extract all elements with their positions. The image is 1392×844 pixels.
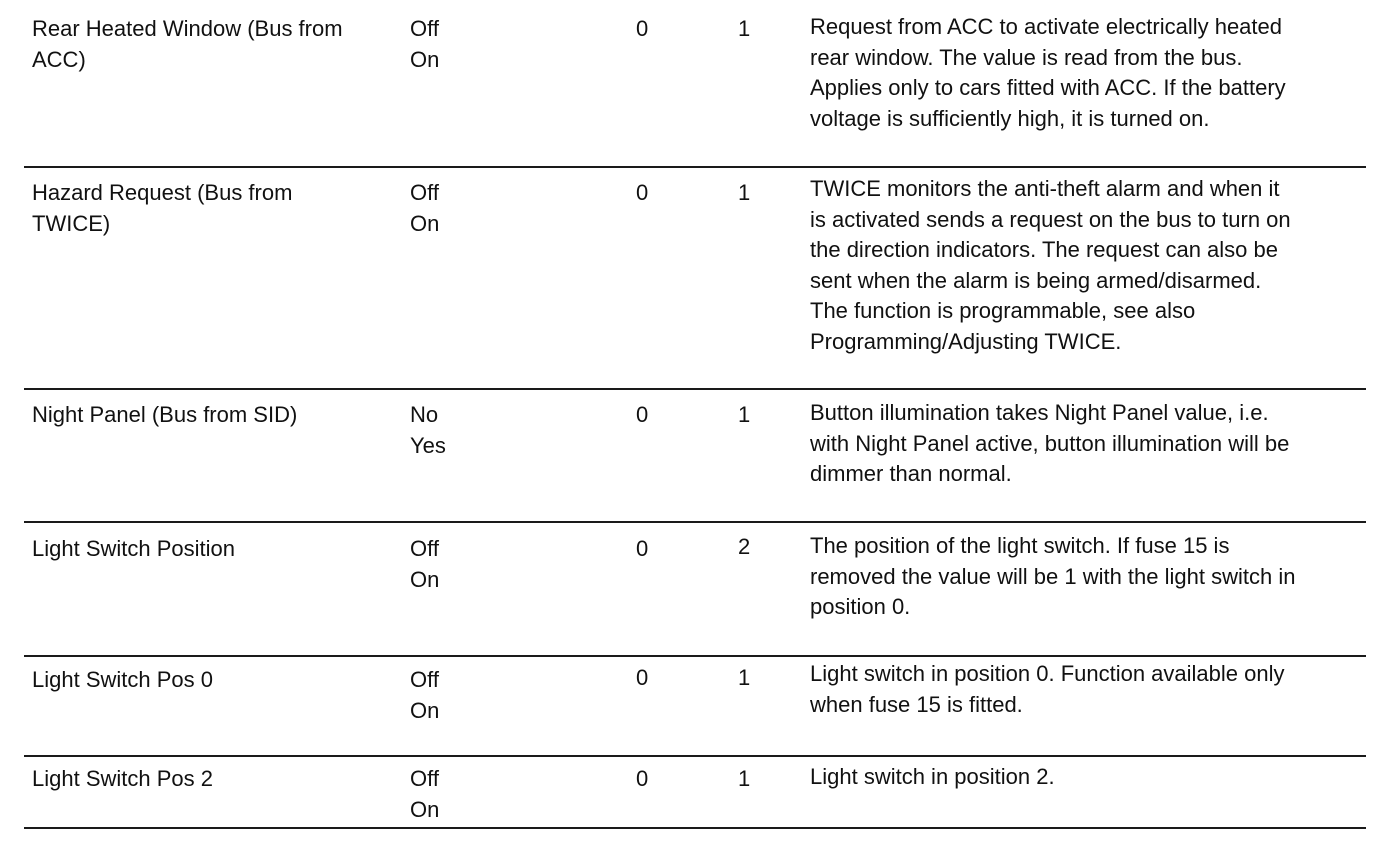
signal-description: Light switch in position 2. [810,764,1055,789]
signal-description: Request from ACC to activate electrically heated rear window. The value is read from the bus. Applies only to cars fitted with ACC. If the battery voltage is sufficiently high, it is turned on. [810,14,1286,131]
signal-min: 0 [636,536,649,561]
table-row [24,390,1366,523]
signal-min: 0 [636,16,649,41]
signal-description: Button illumination takes Night Panel value, i.e. with Night Panel active, button illumination will be dimmer than normal. [810,400,1290,486]
signal-name: Light Switch Pos 2 [32,766,213,791]
signal-min: 0 [636,180,649,205]
table-row [24,757,1366,829]
table-row [24,168,1366,390]
table-row [24,523,1366,657]
signal-max: 1 [738,180,751,205]
signal-description: Light switch in position 0. Function available only when fuse 15 is fitted. [810,661,1285,717]
signal-name: Hazard Request (Bus from TWICE) [32,180,293,236]
signal-states: Off On [410,536,440,592]
signal-name: Light Switch Position [32,536,235,561]
signal-name: Rear Heated Window (Bus from ACC) [32,16,343,72]
signal-max: 1 [738,766,751,791]
signal-states: Off On [410,16,440,72]
signal-states: No Yes [410,402,446,458]
signal-states: Off On [410,180,440,236]
signal-table [24,0,1366,829]
signal-name: Night Panel (Bus from SID) [32,402,298,427]
signal-max: 1 [738,16,751,41]
signal-states: Off On [410,766,440,822]
signal-name: Light Switch Pos 0 [32,667,213,692]
signal-min: 0 [636,766,649,791]
table-row [24,0,1366,168]
signal-max: 1 [738,402,751,427]
signal-description: The position of the light switch. If fuse 15 is removed the value will be 1 with the light switch in position 0. [810,533,1296,619]
signal-states: Off On [410,667,440,723]
signal-description: TWICE monitors the anti-theft alarm and when it is activated sends a request on the bus to turn on the direction indicators. The request can also be sent when the alarm is being armed/disarmed. The function is programmable, see also Programming/Adjusting TWICE. [810,176,1291,354]
table-row [24,657,1366,757]
signal-min: 0 [636,402,649,427]
signal-min: 0 [636,665,649,690]
signal-max: 1 [738,665,751,690]
signal-max: 2 [738,534,751,559]
